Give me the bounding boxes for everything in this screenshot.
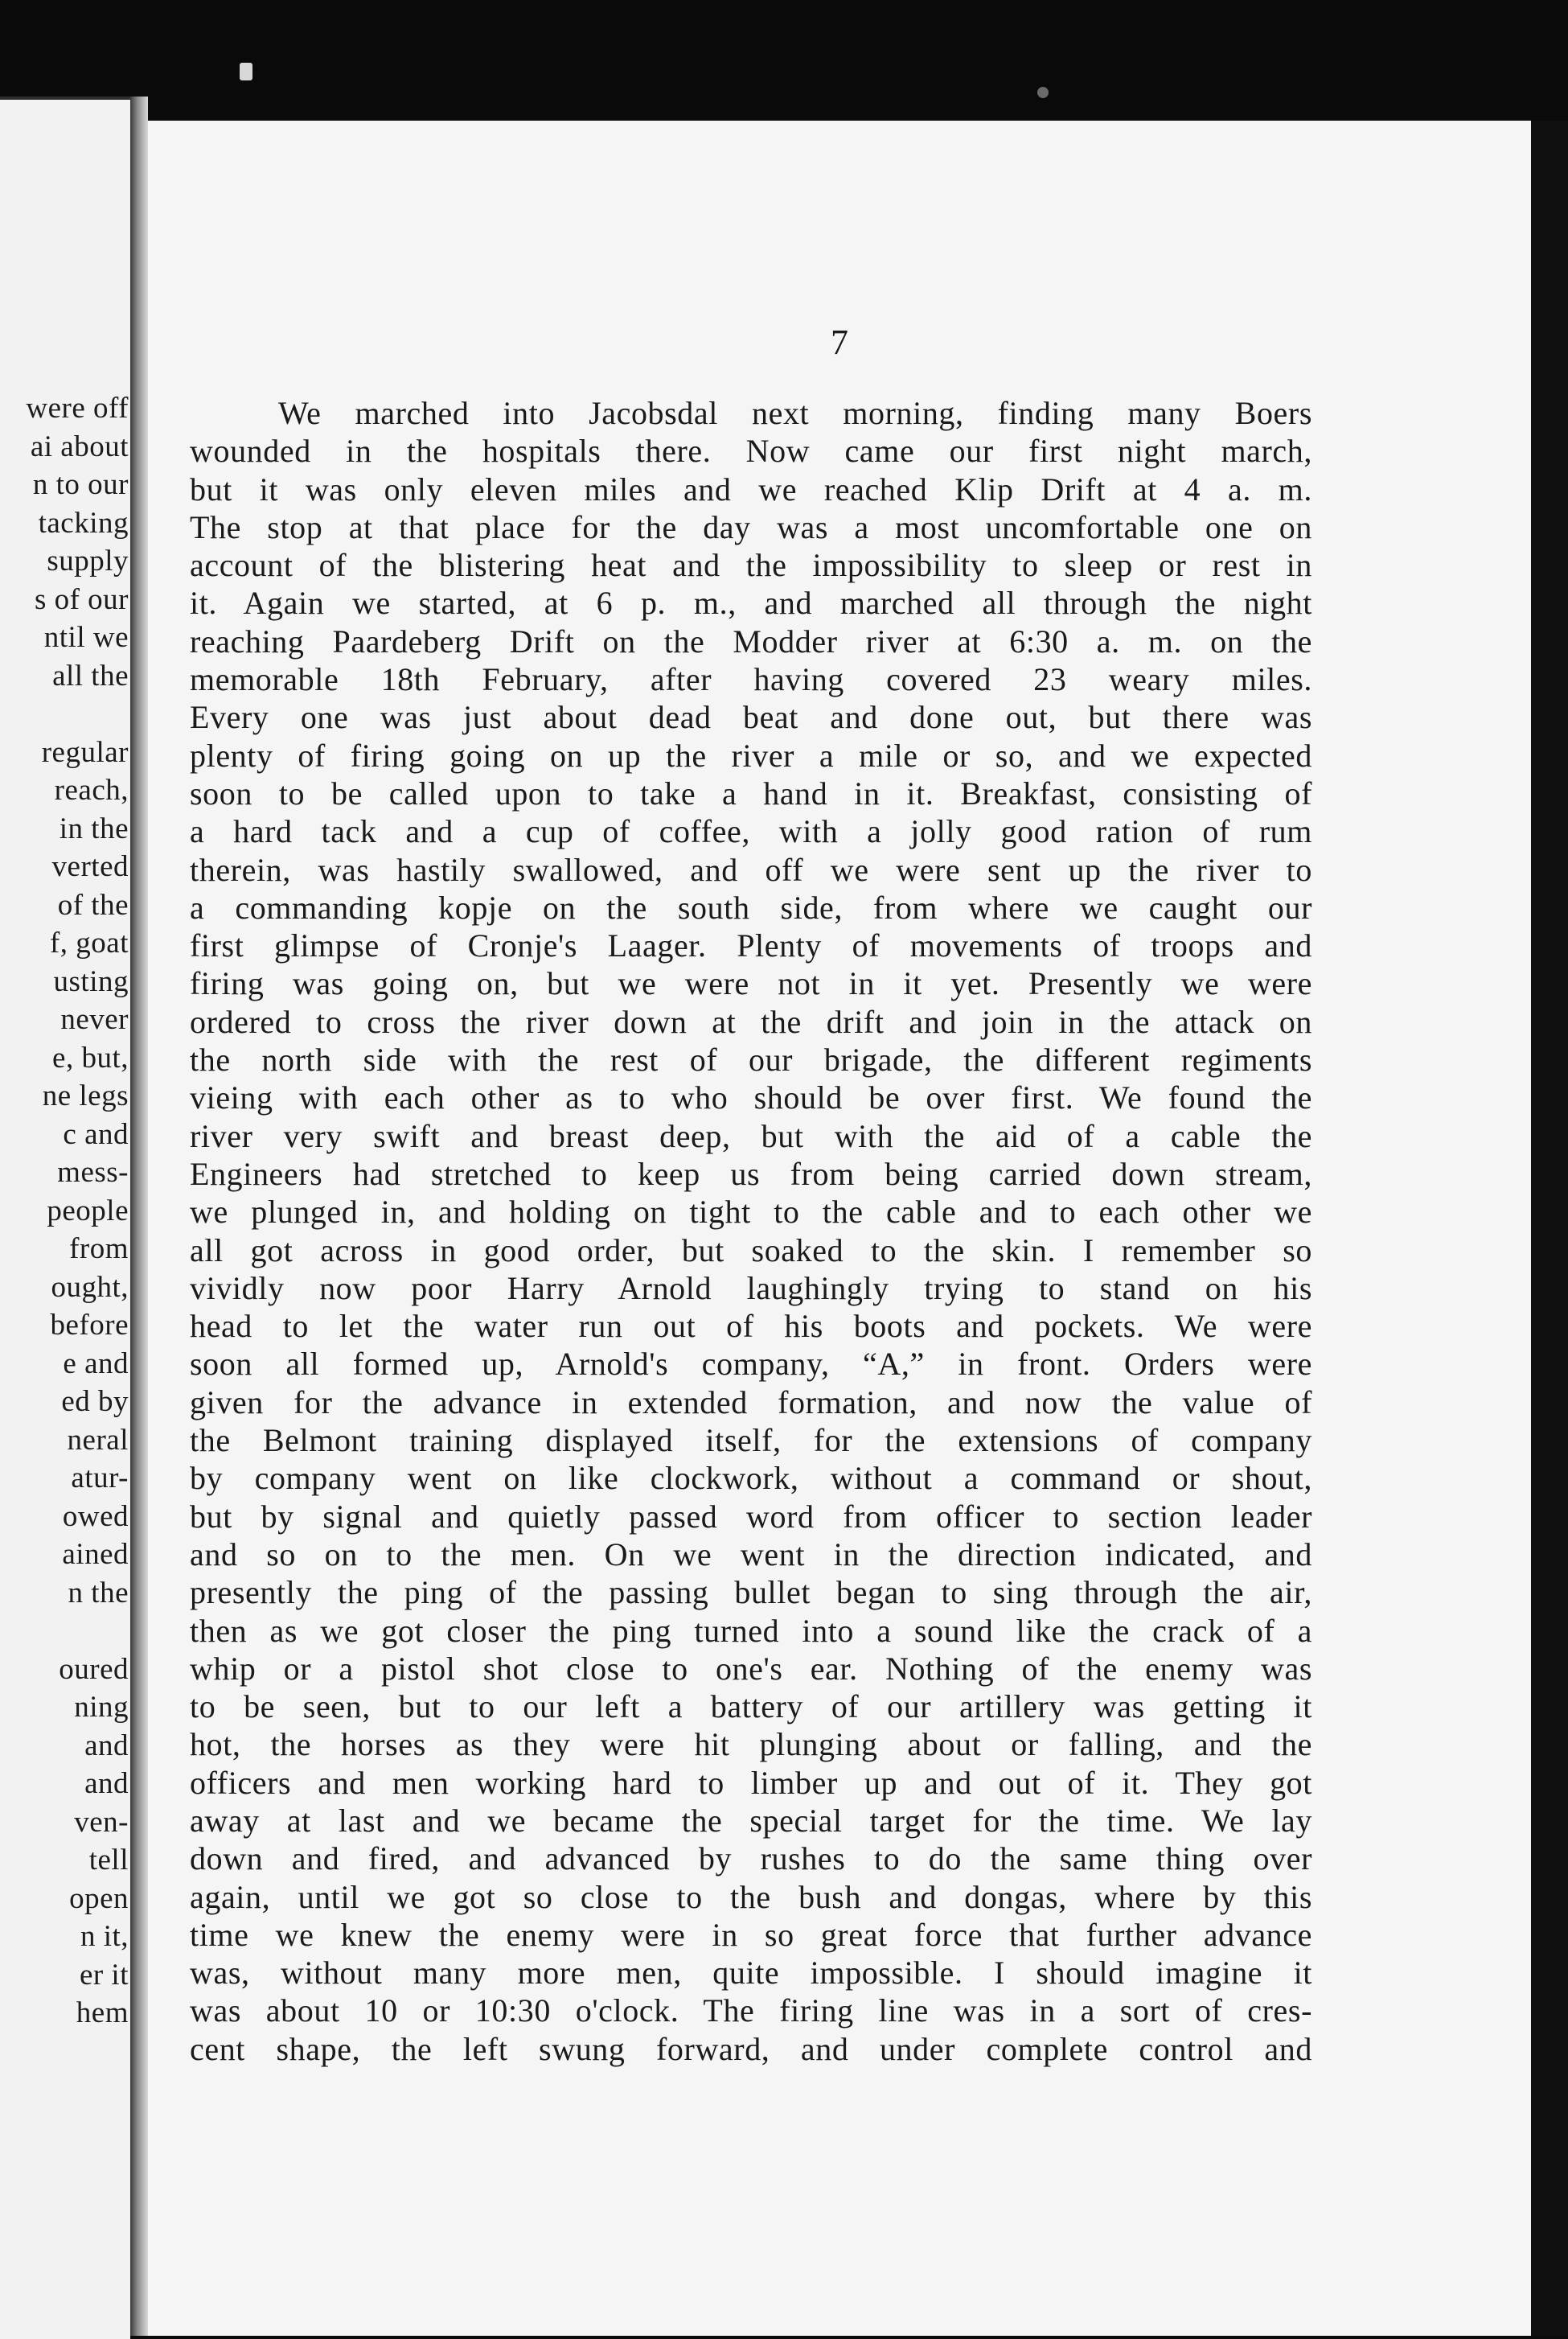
- text-line: was about 10 or 10:30 o'clock. The firing line was in a sort of cres-: [190, 1992, 1312, 2029]
- previous-page-line: ven-: [74, 1805, 129, 1839]
- text-line: was, without many more men, quite impossible. I should imagine it: [190, 1955, 1312, 1992]
- text-line: presently the ping of the passing bullet began to sing through the air,: [190, 1574, 1312, 1611]
- previous-page-line: verted: [51, 850, 129, 883]
- text-line: time we knew the enemy were in so great force that further advance: [190, 1916, 1312, 1953]
- scanner-right-border: [1531, 121, 1568, 2336]
- text-line: We marched into Jacobsdal next morning, finding many Boers: [278, 395, 1312, 431]
- previous-page-line: oured: [59, 1652, 129, 1686]
- previous-page-line: open: [69, 1881, 129, 1915]
- text-line: ordered to cross the river down at the drift and join in the attack on: [190, 1003, 1312, 1040]
- previous-page-line: reach,: [54, 774, 129, 807]
- previous-page-line: neral: [67, 1423, 129, 1457]
- previous-page-line: n to our: [32, 468, 129, 501]
- previous-page-line: n it,: [80, 1920, 129, 1953]
- text-line: first glimpse of Cronje's Laager. Plenty of movements of troops and: [190, 927, 1312, 964]
- previous-page-line: ained: [62, 1538, 129, 1571]
- document-page: [148, 121, 1531, 2336]
- text-line: again, until we got so close to the bush and dongas, where by this: [190, 1878, 1312, 1915]
- previous-page-line: ning: [74, 1691, 129, 1724]
- text-line: vieing with each other as to who should be over first. We found the: [190, 1079, 1312, 1116]
- text-line: Every one was just about dead beat and done out, but there was: [190, 699, 1312, 736]
- previous-page-line: before: [50, 1309, 129, 1342]
- text-line: plenty of firing going on up the river a mile or so, and we expected: [190, 737, 1312, 774]
- previous-page-line: of the: [57, 888, 129, 922]
- previous-page-line: people: [47, 1194, 129, 1227]
- previous-page-line: f, goat: [49, 927, 129, 960]
- previous-page-line: mess-: [57, 1156, 129, 1189]
- text-line: all got across in good order, but soaked to the skin. I remember so: [190, 1231, 1312, 1268]
- previous-page-line: ne legs: [42, 1079, 129, 1112]
- previous-page-line: c and: [63, 1117, 129, 1151]
- previous-page-line: regular: [41, 735, 129, 769]
- text-line: account of the blistering heat and the impossibility to sleep or rest in: [190, 547, 1312, 584]
- body-text: [190, 394, 1312, 2068]
- text-line: soon all formed up, Arnold's company, “A,” in front. Orders were: [190, 1346, 1312, 1383]
- scan-speck: [240, 63, 252, 80]
- previous-page-line: in the: [59, 812, 129, 845]
- previous-page-line: ed by: [61, 1385, 129, 1418]
- text-line: away at last and we became the special target for the time. We lay: [190, 1802, 1312, 1839]
- text-line: down and fired, and advanced by rushes to do the same thing over: [190, 1840, 1312, 1877]
- text-line: a hard tack and a cup of coffee, with a jolly good ration of rum: [190, 813, 1312, 850]
- previous-page-line: all the: [52, 659, 129, 693]
- previous-page-line: and: [84, 1729, 129, 1762]
- previous-page-line: [0, 1612, 129, 1650]
- text-line: The stop at that place for the day was a most uncomfortable one on: [190, 508, 1312, 545]
- scan-speck: [1037, 87, 1049, 98]
- previous-page-edge: [0, 97, 130, 2339]
- text-line: but it was only eleven miles and we reached Klip Drift at 4 a. m.: [190, 471, 1312, 508]
- text-line: officers and men working hard to limber up and out of it. They got: [190, 1764, 1312, 1801]
- text-line: firing was going on, but we were not in it yet. Presently we were: [190, 965, 1312, 1002]
- previous-page-line: er it: [79, 1958, 129, 1992]
- previous-page-line: tacking: [38, 506, 129, 540]
- previous-page-line: hem: [76, 1996, 129, 2029]
- scanner-top-border: [0, 0, 1568, 121]
- text-line: cent shape, the left swung forward, and under complete control and: [190, 2030, 1312, 2067]
- previous-page-line: s of our: [34, 582, 129, 616]
- previous-page-line: owed: [62, 1499, 129, 1533]
- text-line: memorable 18th February, after having covered 23 weary miles.: [190, 661, 1312, 698]
- previous-page-line: n the: [68, 1576, 129, 1609]
- text-line: we plunged in, and holding on tight to the cable and to each other we: [190, 1194, 1312, 1231]
- text-line: it. Again we started, at 6 p. m., and marched all through the night: [190, 585, 1312, 622]
- previous-page-line: tell: [88, 1844, 129, 1877]
- previous-page-line: usting: [53, 964, 129, 998]
- previous-page-line: were off: [26, 392, 129, 425]
- previous-page-line: ought,: [51, 1270, 129, 1304]
- previous-page-line: never: [60, 1003, 129, 1036]
- text-line: then as we got closer the ping turned into a sound like the crack of a: [190, 1612, 1312, 1649]
- text-line: vividly now poor Harry Arnold laughingly trying to stand on his: [190, 1269, 1312, 1306]
- text-line: to be seen, but to our left a battery of our artillery was getting it: [190, 1688, 1312, 1725]
- text-line: by company went on like clockwork, without a command or shout,: [190, 1460, 1312, 1497]
- previous-page-line: [0, 695, 129, 734]
- previous-page-line: ntil we: [43, 621, 129, 654]
- text-line: reaching Paardeberg Drift on the Modder river at 6:30 a. m. on the: [190, 623, 1312, 660]
- previous-page-line: atur-: [71, 1461, 129, 1494]
- text-line: head to let the water run out of his boots and pockets. We were: [190, 1308, 1312, 1345]
- previous-page-line: from: [69, 1232, 129, 1265]
- text-line: but by signal and quietly passed word from officer to section leader: [190, 1498, 1312, 1535]
- text-line: and so on to the men. On we went in the direction indicated, and: [190, 1535, 1312, 1572]
- text-line: whip or a pistol shot close to one's ear. Nothing of the enemy was: [190, 1650, 1312, 1687]
- text-line: a commanding kopje on the south side, from where we caught our: [190, 889, 1312, 926]
- text-line: river very swift and breast deep, but with the aid of a cable the: [190, 1117, 1312, 1154]
- text-line: hot, the horses as they were hit plunging about or falling, and the: [190, 1726, 1312, 1763]
- previous-page-line: e and: [63, 1346, 129, 1380]
- previous-page-line: supply: [47, 545, 129, 578]
- text-line: the Belmont training displayed itself, for the extensions of company: [190, 1422, 1312, 1459]
- text-line: the north side with the rest of our brigade, the different regiments: [190, 1042, 1312, 1079]
- text-line: wounded in the hospitals there. Now came our first night march,: [190, 433, 1312, 470]
- previous-page-line: and: [84, 1767, 129, 1800]
- text-line: therein, was hastily swallowed, and off we were sent up the river to: [190, 851, 1312, 888]
- previous-page-line: ai about: [30, 430, 129, 463]
- text-line: soon to be called upon to take a hand in it. Breakfast, consisting of: [190, 775, 1312, 812]
- text-line: Engineers had stretched to keep us from being carried down stream,: [190, 1155, 1312, 1192]
- page-number: 7: [831, 323, 848, 362]
- previous-page-line: e, but,: [52, 1041, 129, 1075]
- text-line: given for the advance in extended formation, and now the value of: [190, 1383, 1312, 1420]
- page-gutter: [130, 97, 148, 2336]
- previous-page-text-fragments: [0, 389, 129, 2033]
